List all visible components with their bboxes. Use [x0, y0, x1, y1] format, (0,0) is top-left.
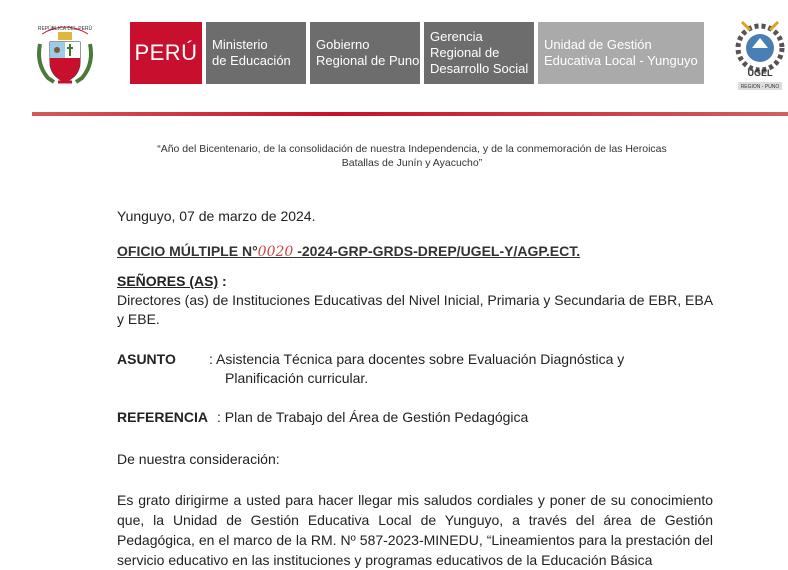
- year-motto: [112, 142, 712, 170]
- peru-coat-of-arms-icon: [36, 20, 94, 90]
- ugel-logo-caption: REGION - PUNO: [740, 84, 780, 90]
- recipients-text: Directores (as) de Instituciones Educativas del Nivel Inicial, Primaria y Secundaria de EBR, EBA y EBE.: [117, 292, 713, 327]
- shield-caption: REPÚBLICA DEL PERÚ: [37, 26, 93, 32]
- asunto-label: ASUNTO: [117, 351, 176, 367]
- subject-block: [117, 350, 717, 388]
- peru-brand-box: PERÚ: [130, 22, 202, 84]
- asunto-line2: Planificación curricular.: [225, 370, 369, 386]
- referencia-text: : Plan de Trabajo del Área de Gestión Pedagógica: [217, 409, 529, 425]
- reference-block: [117, 408, 717, 427]
- header-divider: [32, 112, 788, 116]
- ministerio-box: [206, 22, 306, 84]
- ugel-box: [538, 22, 704, 84]
- salutation: De nuestra consideración:: [117, 451, 280, 467]
- ugel-logo-icon: [732, 16, 788, 94]
- ministerio-line1: Ministerio: [212, 37, 268, 52]
- body-paragraph: Es grato dirigirme a usted para hacer llegar mis saludos cordiales y poner de su conocimiento que, la Unidad de Gestión Educativa Local de Yunguyo, a través del área de Gestión Pedagógica, en el marco de la RM. Nº 587-2023-MINEDU, “Lineamientos para la prestación del servicio educativo en las instituciones y programas educativos de la Educación Básica: [117, 492, 713, 568]
- gobierno-line1: Gobierno: [316, 37, 370, 52]
- year-motto-line1: “Año del Bicentenario, de la consolidación de nuestra Independencia, y de la conmemoración de las Heroicas: [157, 143, 667, 155]
- year-motto-line2: Batallas de Junín y Ayacucho”: [341, 157, 483, 169]
- gobierno-regional-box: [310, 22, 420, 84]
- letterhead: [32, 14, 788, 94]
- senores-label: SEÑORES (AS): [117, 273, 219, 289]
- oficio-number: [117, 242, 717, 262]
- oficio-prefix: OFICIO MÚLTIPLE N°: [117, 243, 258, 259]
- recipients-heading: [117, 272, 717, 291]
- ministerio-line2: de Educación: [212, 53, 291, 68]
- letter-date: Yunguyo, 07 de marzo de 2024.: [117, 208, 316, 224]
- ugel-line2: Educativa Local - Yunguyo: [544, 53, 698, 68]
- oficio-suffix: -2024-GRP-GRDS-DREP/UGEL-Y/AGP.ECT.: [297, 243, 581, 259]
- referencia-label: REFERENCIA: [117, 409, 209, 425]
- senores-colon: :: [218, 273, 227, 289]
- gerencia-line1: Gerencia: [430, 29, 483, 44]
- ugel-logo-text: UGEL: [747, 68, 773, 78]
- gerencia-regional-box: [424, 22, 534, 84]
- oficio-handwritten-number: 0020: [257, 244, 294, 260]
- gerencia-line2: Regional de: [430, 45, 500, 60]
- asunto-line1: : Asistencia Técnica para docentes sobre Evaluación Diagnóstica y: [209, 351, 625, 367]
- gobierno-line2: Regional de Puno: [316, 53, 420, 68]
- gerencia-line3: Desarrollo Social: [430, 61, 529, 76]
- ugel-line1: Unidad de Gestión: [544, 37, 652, 52]
